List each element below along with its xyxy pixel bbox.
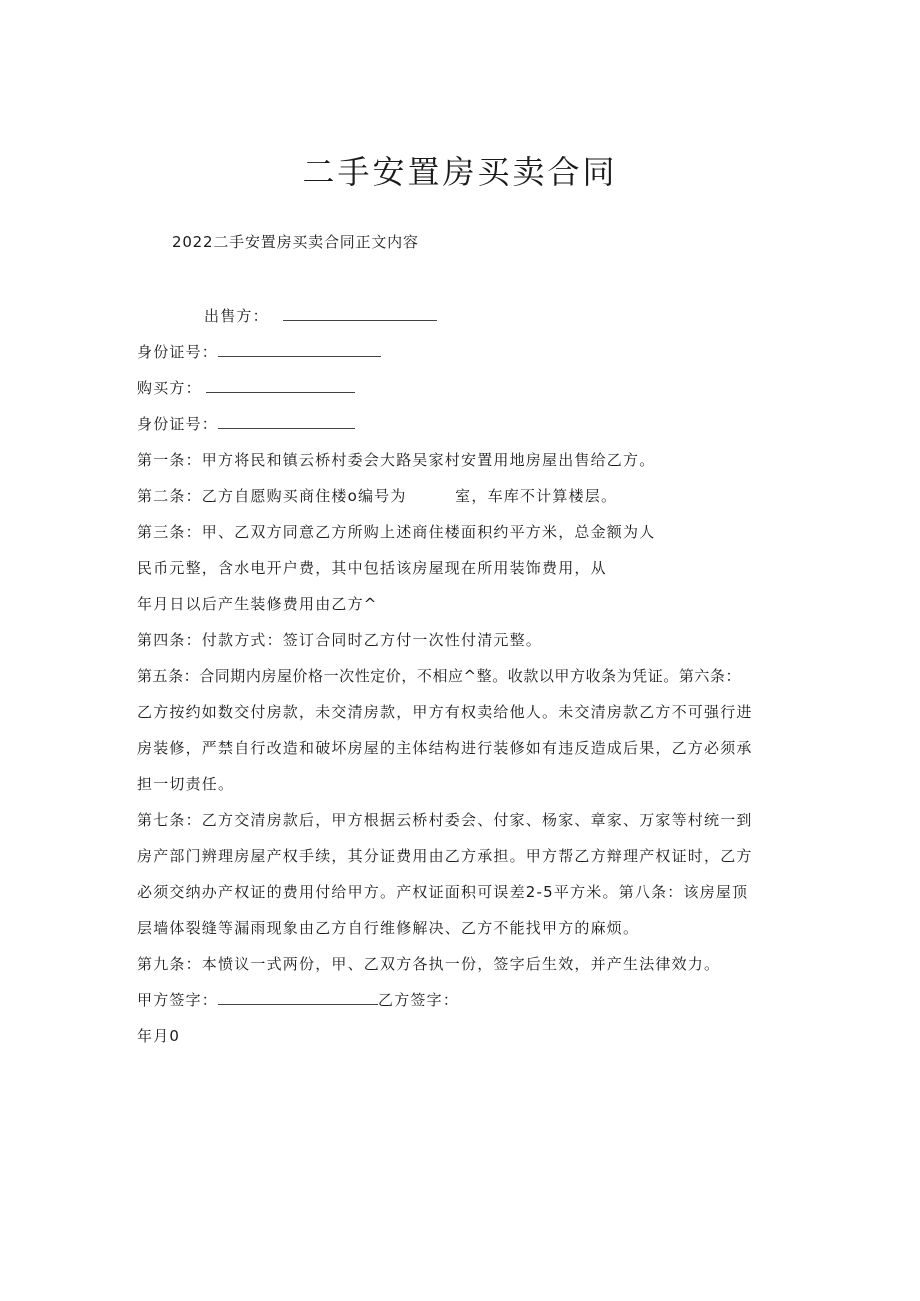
- party-a-signature-label: 甲方签字：: [137, 991, 219, 1009]
- seller-blank: [283, 306, 437, 321]
- party-b-signature-label: 乙方签字：: [378, 991, 460, 1009]
- buyer-id-blank: [218, 414, 355, 429]
- body-line: 民币元整，含水电开户费，其中包括该房屋现在所用装饰费用，从: [137, 559, 607, 577]
- body-line: 层墙体裂缝等漏雨现象由乙方自行维修解决、乙方不能找甲方的麻烦。: [137, 919, 640, 937]
- body-line: 担一切责任。: [137, 775, 235, 793]
- body-line: 乙方按约如数交付房款，未交清房款，甲方有权卖给他人。未交清房款乙方不可强行进: [137, 703, 753, 721]
- seller-field: [204, 305, 437, 327]
- buyer-id-label: 身份证号：: [137, 415, 219, 433]
- body-line: 第二条：乙方自愿购买商住楼o编号为 室，车库不计算楼层。: [137, 487, 618, 505]
- document-subtitle: 2022二手安置房买卖合同正文内容: [172, 233, 419, 251]
- body-line: 房装修，严禁自行改造和破坏房屋的主体结构进行装修如有违反造成后果，乙方必须承: [137, 739, 753, 757]
- seller-id-field: [137, 341, 381, 363]
- body-line: 第三条：甲、乙双方同意乙方所购上述商住楼面积约平方米，总金额为人: [137, 523, 656, 541]
- party-a-signature-blank: [218, 990, 378, 1005]
- body-line: 房产部门辨理房屋产权手续，其分证费用由乙方承担。甲方帮乙方辩理产权证时，乙方: [137, 847, 753, 865]
- seller-label: 出售方：: [204, 307, 269, 325]
- buyer-blank: [206, 378, 355, 393]
- body-line: 年月日以后产生装修费用由乙方^: [137, 595, 378, 613]
- buyer-id-field: [137, 413, 355, 435]
- body-line: 第九条：本愤议一式两份，甲、乙双方各执一份，签字后生效，并产生法律效力。: [137, 955, 721, 973]
- body-line: 第七条：乙方交清房款后，甲方根据云桥村委会、付家、杨家、章家、万家等村统一到: [137, 811, 753, 829]
- body-line: 必须交纳办产权证的费用付给甲方。产权证面积可误差2-5平方米。第八条：该房屋顶: [137, 883, 749, 901]
- seller-id-blank: [218, 342, 381, 357]
- buyer-field: [137, 377, 355, 399]
- date-line: 年月0: [137, 1027, 181, 1045]
- body-line: 第四条：付款方式：签订合同时乙方付一次性付清元整。: [137, 631, 543, 649]
- body-line: 第五条：合同期内房屋价格一次性定价，不相应^整。收款以甲方收条为凭证。第六条：: [137, 667, 742, 685]
- page-title: 二手安置房买卖合同: [302, 153, 618, 191]
- buyer-label: 购买方：: [137, 379, 202, 397]
- body-line: 第一条：甲方将民和镇云桥村委会大路吴家村安置用地房屋出售给乙方。: [137, 451, 656, 469]
- signature-line: [137, 989, 459, 1011]
- seller-id-label: 身份证号：: [137, 343, 219, 361]
